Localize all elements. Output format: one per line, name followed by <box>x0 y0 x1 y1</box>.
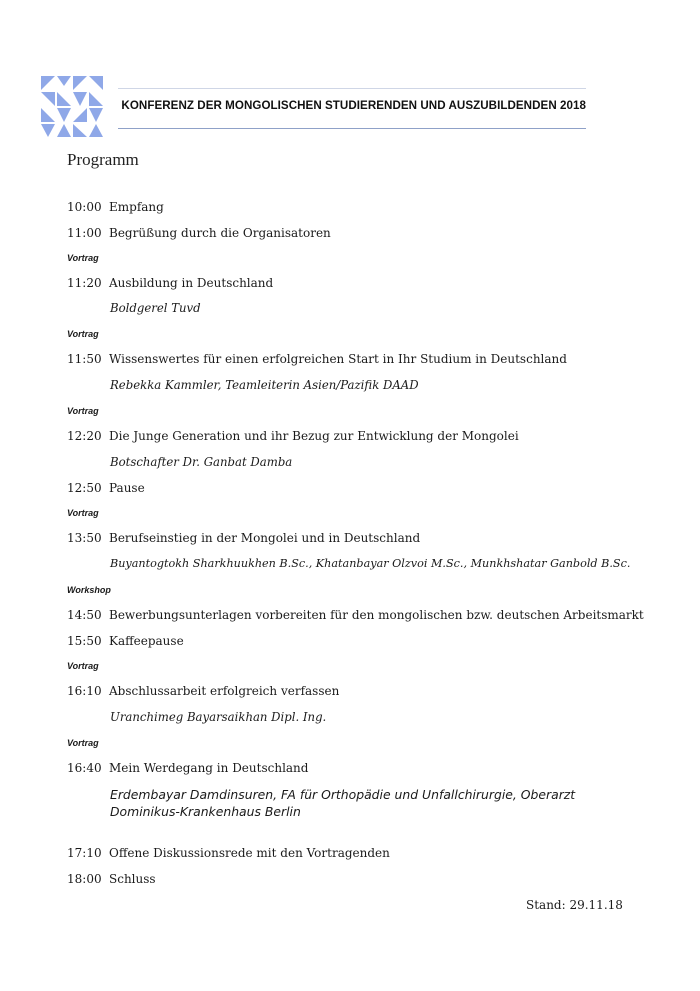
program-item <box>67 429 519 443</box>
item-title: Die Junge Generation und ihr Bezug zur Entwicklung der Mongolei <box>109 429 519 443</box>
item-time: 12:20 <box>67 429 102 443</box>
item-time: 14:50 <box>67 608 102 622</box>
item-type-label: Vortrag <box>67 661 99 671</box>
triangle-mosaic-logo-icon <box>41 76 103 137</box>
program-item <box>67 872 156 886</box>
item-time: 15:50 <box>67 634 102 648</box>
program-item <box>67 226 331 240</box>
program-item <box>67 608 644 622</box>
program-item <box>67 481 145 495</box>
item-time: 10:00 <box>67 200 102 214</box>
program-item <box>67 531 420 545</box>
program-item <box>67 200 164 214</box>
item-title: Empfang <box>109 200 164 214</box>
program-item <box>67 634 184 648</box>
item-time: 16:10 <box>67 684 102 698</box>
item-title: Mein Werdegang in Deutschland <box>109 761 309 775</box>
program-item <box>67 761 308 775</box>
item-title: Schluss <box>109 872 156 886</box>
item-speaker: Buyantogtokh Sharkhuukhen B.Sc., Khatanbayar Olzvoi M.Sc., Munkhshatar Ganbold B.Sc. <box>110 557 631 570</box>
item-speaker: Rebekka Kammler, Teamleiterin Asien/Pazifik DAAD <box>110 378 419 392</box>
item-time: 11:00 <box>67 226 102 240</box>
item-title: Ausbildung in Deutschland <box>109 276 274 290</box>
item-title: Kaffeepause <box>109 634 184 648</box>
item-title: Abschlussarbeit erfolgreich verfassen <box>109 684 340 698</box>
item-type-label: Vortrag <box>67 329 99 339</box>
item-title: Wissenswertes für einen erfolgreichen Start in Ihr Studium in Deutschland <box>109 352 567 366</box>
page-title: Programm <box>67 150 139 169</box>
program-item <box>67 276 273 290</box>
item-title: Berufseinstieg in der Mongolei und in Deutschland <box>109 531 421 545</box>
item-speaker: Botschafter Dr. Ganbat Damba <box>110 455 293 469</box>
item-time: 13:50 <box>67 531 102 545</box>
header-rule-top <box>118 88 586 89</box>
item-type-label: Vortrag <box>67 253 99 263</box>
item-speaker: Uranchimeg Bayarsaikhan Dipl. Ing. <box>110 710 327 724</box>
item-time: 16:40 <box>67 761 102 775</box>
stand-date: Stand: 29.11.18 <box>526 898 623 912</box>
item-type-label: Workshop <box>67 585 111 595</box>
item-time: 18:00 <box>67 872 102 886</box>
header-rule-bottom <box>118 128 586 129</box>
program-item <box>67 846 390 860</box>
item-time: 12:50 <box>67 481 102 495</box>
item-title: Bewerbungsunterlagen vorbereiten für den mongolischen bzw. deutschen Arbeitsmarkt <box>109 608 644 622</box>
item-time: 17:10 <box>67 846 102 860</box>
program-item <box>67 684 339 698</box>
item-type-label: Vortrag <box>67 738 99 748</box>
item-type-label: Vortrag <box>67 508 99 518</box>
item-type-label: Vortrag <box>67 406 99 416</box>
program-item <box>67 352 567 366</box>
item-title: Pause <box>109 481 145 495</box>
item-time: 11:20 <box>67 276 102 290</box>
item-title: Begrüßung durch die Organisatoren <box>109 226 331 240</box>
item-speaker: Boldgerel Tuvd <box>110 301 201 315</box>
item-time: 11:50 <box>67 352 102 366</box>
item-title: Offene Diskussionsrede mit den Vortragenden <box>109 846 390 860</box>
item-speaker: Erdembayar Damdinsuren, FA für Orthopädie und Unfallchirurgie, Oberarzt Dominikus-Krankenhaus Berlin <box>110 787 576 819</box>
conference-title: KONFERENZ DER MONGOLISCHEN STUDIERENDEN UND AUSZUBILDENDEN 2018 <box>121 99 586 112</box>
